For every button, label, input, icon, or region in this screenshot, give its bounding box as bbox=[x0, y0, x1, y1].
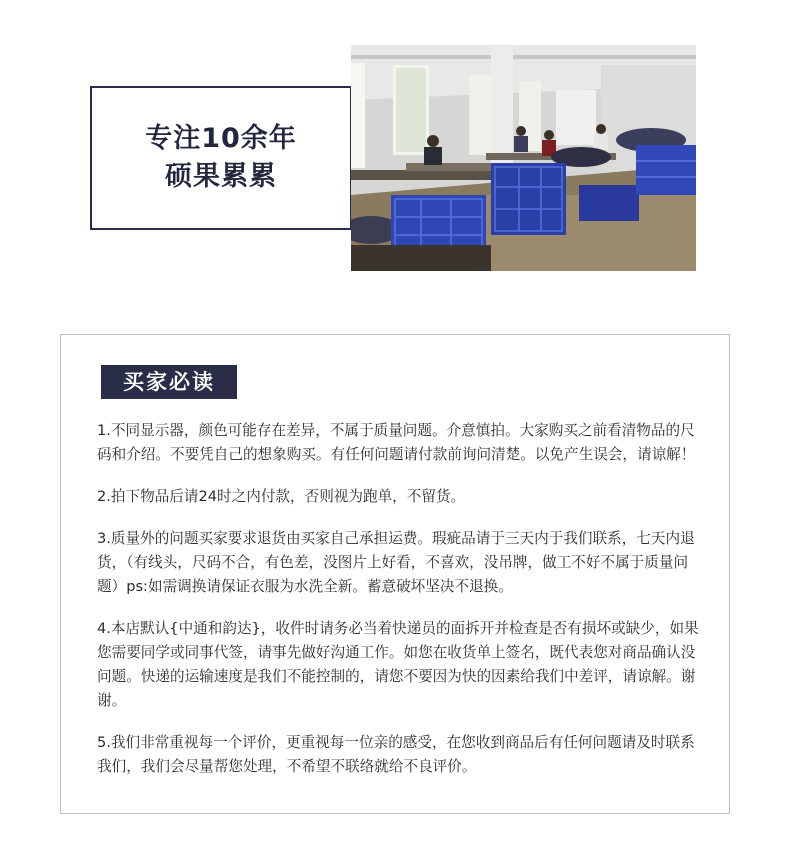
notice-panel bbox=[60, 334, 730, 814]
notice-list bbox=[97, 419, 709, 797]
slogan-line-1: 专注10余年 bbox=[145, 123, 297, 154]
notice-item-3: 3.质量外的问题买家要求退货由买家自己承担运费。瑕疵品请于三天内于我们联系，七天内退货，（有线头，尺码不合，有色差，没图片上好看，不喜欢，没吊牌，做工不好不属于质量问题）ps:如需调换请保证衣服为水洗全新。蓄意破坏坚决不退换。 bbox=[97, 530, 695, 595]
factory-photo-illustration bbox=[351, 45, 696, 271]
factory-photo bbox=[351, 45, 696, 271]
notice-item-2: 2.拍下物品后请24时之内付款，否则视为跑单，不留货。 bbox=[97, 488, 466, 505]
notice-item-1: 1.不同显示器，颜色可能存在差异，不属于质量问题。介意慎拍。大家购买之前看清物品的尺码和介绍。不要凭自己的想象购买。有任何问题请付款前询问清楚。以免产生误会，请谅解！ bbox=[97, 422, 696, 463]
notice-item-4: 4.本店默认{中通和韵达}，收件时请务必当着快递员的面拆开并检查是否有损坏或缺少，如果您需要同学或同事代签，请事先做好沟通工作。如您在收货单上签名，既代表您对商品确认没问题。快递的运输速度是我们不能控制的，请您不要因为快的因素给我们中差评，请谅解。谢谢。 bbox=[97, 620, 699, 709]
slogan-box bbox=[90, 86, 352, 230]
notice-item-5: 5.我们非常重视每一个评价，更重视每一位亲的感受，在您收到商品后有任何问题请及时联系我们，我们会尽量帮您处理，不希望不联络就给不良评价。 bbox=[97, 734, 695, 775]
notice-title: 买家必读 bbox=[101, 365, 237, 399]
slogan-line-2: 硕果累累 bbox=[165, 161, 277, 192]
